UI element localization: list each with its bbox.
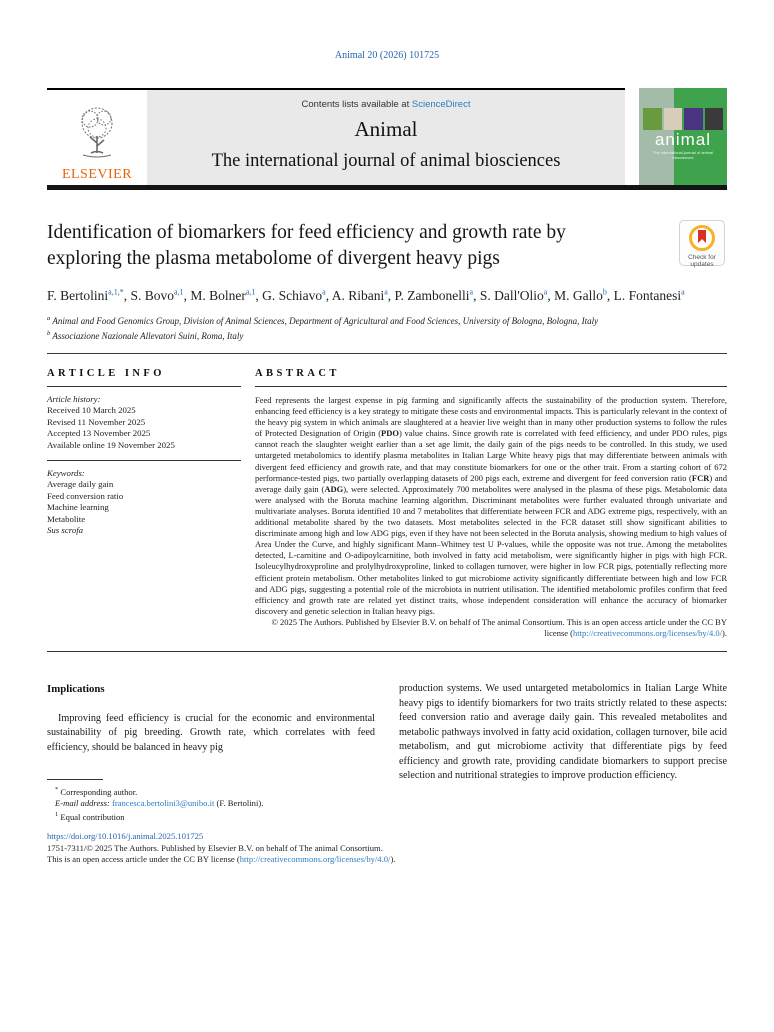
body-paragraph-right: production systems. We used untargeted metabolomics in Italian Large White heavy pigs to identify biomarkers for two traits strictly related to these aspects: feed conversion ratio and average daily gain. This revealed metabolites and metabolic pathways involved in fatty acid oxidation, collagen turnover, bile acid metabolism, and gut microbiome activity that differentiate pigs by feed efficiency and growth rate, providing candidate biomarkers to support precise selection and nutritional strategies to improve production efficiency. [399, 683, 727, 782]
contents-prefix: Contents lists available at [301, 99, 412, 110]
body-right-column [399, 682, 727, 823]
author [332, 288, 395, 303]
abstract-text [255, 395, 727, 617]
abstract-bold-term: FCR [691, 472, 710, 483]
email-suffix: (F. Bertolini). [214, 798, 264, 809]
elsevier-logo [47, 90, 147, 185]
cover-photo-strip [643, 108, 723, 130]
author [130, 288, 190, 303]
author [47, 288, 130, 303]
divider-rule [47, 353, 727, 354]
affiliation-text: Animal and Food Genomics Group, Division of Animal Sciences, Department of Agricultural and Food Sciences, University of Bologna, Bologna, Italy [52, 316, 599, 326]
author-superscript: a [681, 287, 685, 296]
author-name: M. Gallo [554, 287, 603, 303]
authors-line [47, 284, 707, 304]
article-info-column [47, 368, 255, 639]
author-name: S. Bovo [130, 287, 174, 303]
page-footer [47, 831, 727, 865]
journal-header [47, 88, 727, 185]
article-title: Identification of biomarkers for feed efficiency and growth rate by exploring the plasma metabolome of divergent heavy pigs [47, 222, 566, 269]
cover-title: animal [654, 130, 712, 149]
keyword-item: Feed conversion ratio [47, 490, 124, 501]
author [190, 288, 262, 303]
bookmark-icon [698, 230, 706, 243]
author-superscript: a,1,* [108, 287, 124, 296]
article-info-heading: ARTICLE INFO [47, 368, 165, 379]
footer-license-prefix: This is an open access article under the CC BY license ( [47, 854, 240, 865]
affiliation-text: Associazione Nazionale Allevatori Suini, Roma, Italy [52, 330, 244, 341]
author-name: A. Ribani [331, 287, 385, 303]
check-updates-badge[interactable] [679, 220, 725, 266]
copyright-text: © 2025 The Authors. Published by Elsevier B.V. on behalf of The animal Consortium. This is an open access article under the CC BY license ( [271, 616, 727, 638]
badge-label-line2: updates [690, 261, 714, 268]
affiliation [47, 328, 727, 343]
affiliation-superscript: b [47, 329, 51, 337]
abstract-segment: ) and average daily gain ( [255, 472, 728, 494]
abstract-bold-term: ADG [324, 483, 344, 494]
title-row [47, 220, 727, 272]
author-superscript: a [322, 287, 326, 296]
author-name: G. Schiavo [262, 287, 323, 303]
author [262, 288, 332, 303]
footer-issn-line: 1751-7311/© 2025 The Authors. Published by Elsevier B.V. on behalf of The animal Consortium. [47, 842, 383, 853]
footer-license-line [47, 854, 727, 865]
email-note [47, 798, 375, 809]
footer-license-link[interactable]: http://creativecommons.org/licenses/by/4.0/ [239, 854, 391, 865]
implications-paragraph-left: Improving feed efficiency is crucial for the economic and environmental sustainability of pig breeding. Growth rate, which correlates with feed efficiency, should be balanced in heavy pig [47, 712, 375, 753]
author-superscript: b [602, 287, 607, 296]
contents-line [147, 99, 625, 110]
author-separator: , [547, 287, 555, 303]
header-black-bar [47, 185, 727, 190]
author-separator: , [183, 287, 191, 303]
keyword-item: Machine learning [47, 502, 109, 513]
badge-label-line1: Check for [688, 254, 716, 261]
license-link[interactable]: http://creativecommons.org/licenses/by/4.0/ [572, 627, 723, 638]
elsevier-tree-icon [69, 103, 125, 166]
keyword-item-latin: Sus scrofa [47, 525, 84, 536]
author-separator: , [123, 287, 131, 303]
footnotes-block [47, 779, 375, 823]
history-item: Accepted 13 November 2025 [47, 428, 151, 439]
author [554, 288, 614, 303]
body-columns [47, 682, 727, 823]
journal-banner [147, 90, 625, 185]
author-superscript: a [384, 287, 388, 296]
cover-photo-animal [664, 108, 683, 130]
history-item: Received 10 March 2025 [47, 405, 136, 416]
section-divider-rule [47, 651, 727, 652]
journal-title: Animal [354, 117, 418, 141]
author-superscript: a [543, 287, 548, 296]
footnote-number-marker: 1 [55, 811, 59, 819]
author-superscript: a,1 [174, 287, 184, 296]
history-item: Available online 19 November 2025 [47, 439, 175, 450]
cover-photo-field [643, 108, 662, 130]
equal-contribution-text: Equal contribution [58, 812, 125, 823]
cover-photo-micro [684, 108, 703, 130]
abstract-rule [255, 386, 727, 387]
info-abstract-section [47, 368, 727, 639]
affiliations [47, 313, 727, 342]
abstract-column [255, 368, 727, 639]
elsevier-wordmark: ELSEVIER [61, 167, 133, 182]
journal-subtitle: The international journal of animal biosciences [211, 151, 561, 171]
email-link[interactable]: francesca.bertolini3@unibo.it [111, 798, 215, 809]
equal-contribution-note [47, 809, 375, 823]
affiliation-superscript: a [47, 315, 51, 322]
abstract-copyright [255, 617, 727, 639]
author-name: P. Zambonelli [394, 287, 470, 303]
article-history [47, 394, 241, 451]
cover-tagline: The international journal of animal biosciences [652, 150, 714, 160]
author-name: L. Fontanesi [613, 287, 682, 303]
abstract-bold-term: PDO [381, 428, 399, 439]
abstract-segment: ) value chains. Since growth rate is correlated with feed efficiency, and under PDO rules, pigs cannot reach the slaughter weight earlier than a set age limit, the daily gain of the pigs needs to be controlled. In this study, we used untargeted metabolomics to identify plasma metabolites in Italian Large White heavy pigs that may differentiate between animals with divergent feed efficiency and growth rate, and that may constitute biomarkers for one or the other trait. From a starting cohort of 672 performance-tested pigs, two partially overlapping datasets of 200 pigs each, extreme and divergent for feed conversion ratio ( [255, 428, 727, 483]
history-item: Revised 11 November 2025 [47, 416, 146, 427]
author-name: F. Bertolini [47, 287, 109, 303]
article-history-label: Article history: [47, 394, 101, 404]
cover-photo-cattle [705, 108, 724, 130]
check-updates-circle [689, 225, 715, 251]
author [614, 288, 685, 303]
body-left-column [47, 682, 375, 823]
footer-license-suffix: ). [390, 854, 396, 865]
article-info-rule [47, 386, 241, 387]
author [395, 288, 480, 303]
affiliation [47, 313, 727, 328]
copyright-close: ). [722, 627, 727, 638]
doi-link[interactable]: https://doi.org/10.1016/j.animal.2025.101725 [47, 831, 204, 842]
author-separator: , [387, 287, 395, 303]
keyword-item: Metabolite [47, 513, 86, 524]
footnote-rule [47, 779, 103, 780]
keywords-label: Keywords: [47, 468, 85, 479]
journal-cover-thumbnail [639, 88, 727, 185]
asterisk-marker: * [55, 786, 59, 794]
author-separator: , [606, 287, 614, 303]
badge-label [680, 254, 724, 268]
author [480, 288, 554, 303]
author-superscript: a,1 [245, 287, 256, 296]
abstract-segment: ), were selected. Approximately 700 metabolites were analysed in the plasma of these pigs. Metabolomic data were analysed with the Boruta machine learning algorithm. Discriminant metabolites were further evaluated through univariate and multivariate analyses. Boruta identified 10 and 7 metabolites that differentiate between FCR and ADG extreme pigs, respectively, with an additional metabolite shared by the two datasets. Most metabolites selected in the FCR dataset still show significant abilities to discriminate among high and low ADG pigs, even if they have not been selected in the Boruta analysis, showing medium to high values of Area Under the Curve, and highly significant Mann–Whitney test U P-values, while the opposite was not true. Among the metabolites detected, L-carnitine and O-adipoylcarnitine, both involved in fatty acid metabolism, were significantly higher in pigs with high FCR. Isoleucylhydroxyproline and prolylhydroxyproline, linked to collagen turnover, were higher in low FCR pigs, potentially reflecting more efficient protein metabolism. Other metabolites linked to gut microbiome activity significantly differentiate between high and low FCR and ADG pigs, suggesting a potential role of the microbiota in nutrient utilisation. The identified metabolomic profiles confirm that feed efficiency and growth rate are related yet distinct traits, whose independent consideration will enhance the accuracy of biomarker discovery and genetic selection in Italian heavy pigs. [255, 483, 727, 616]
journal-header-main [47, 88, 625, 185]
author-separator: , [473, 287, 480, 303]
page-citation: Animal 20 (2026) 101725 [334, 50, 440, 61]
corresponding-text: Corresponding author. [58, 786, 138, 797]
author-separator: , [255, 287, 263, 303]
author-superscript: a [469, 287, 474, 296]
keyword-item: Average daily gain [47, 479, 114, 490]
sciencedirect-link[interactable]: ScienceDirect [411, 99, 471, 110]
keywords-block [47, 468, 241, 536]
author-name: M. Bolner [190, 287, 246, 303]
author-separator: , [325, 287, 332, 303]
abstract-heading: ABSTRACT [255, 368, 340, 379]
corresponding-author-note [47, 784, 375, 798]
author-name: S. Dall'Olio [479, 287, 544, 303]
email-label: E-mail address: [55, 798, 112, 809]
keywords-rule [47, 460, 241, 461]
implications-heading: Implications [47, 683, 105, 696]
abstract-segment: Feed represents the largest expense in pig farming and significantly affects the sustainability of the production system. Therefore, enhancing feed efficiency is a key strategy to mitigate these costs and environmental impacts. This is particularly relevant in the context of the heavy pig system in which animals are slaughtered at a heavier live weight than in many other production systems to follow the rules of Protected Designation of Origin ( [255, 395, 727, 439]
